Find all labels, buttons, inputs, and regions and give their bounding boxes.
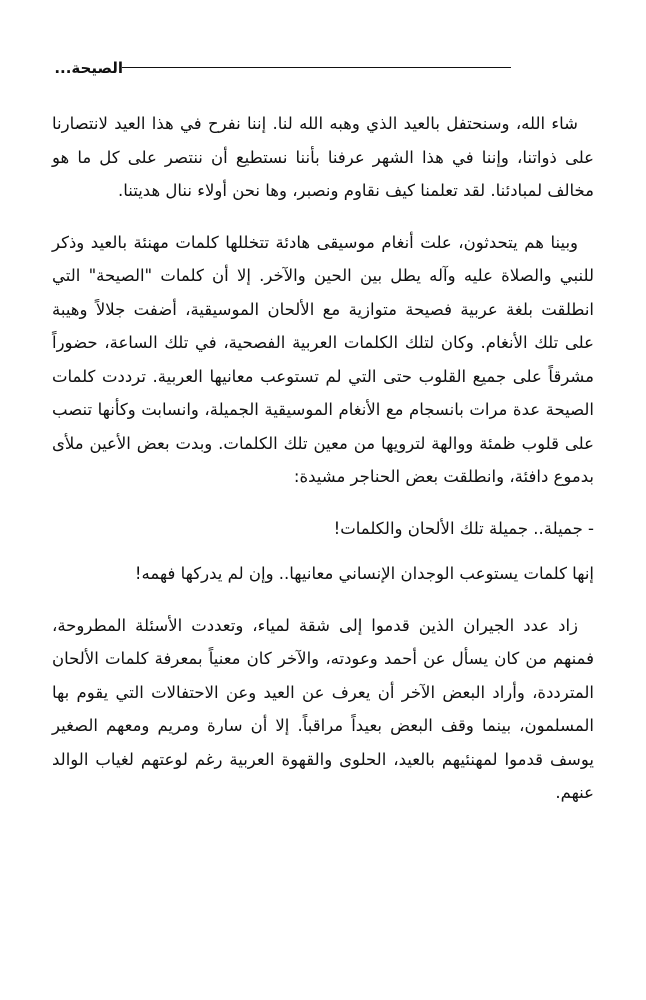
running-header-title: الصيحة...	[54, 59, 123, 77]
header-rule	[122, 67, 511, 68]
page-body	[52, 107, 594, 810]
paragraph-2: وبينا هم يتحدثون، علت أنغام موسيقى هادئة تتخللها كلمات مهنئة بالعيد وذكر للنبي والصلاة عليه وآله يطل بين الحين والآخر. إلا أن كلمات "الصيحة" التي انطلقت بلغة عربية فصيحة متوازية مع الألحان الموسيقية، أضفت جلالاً وهيبة على تلك الأنغام. وكان لتلك الكلمات العربية الفصحية، في تلك الساعة، حضوراً مشرقاً على جميع القلوب حتى التي لم تستوعب معانيها العربية. ترددت كلمات الصيحة عدة مرات بانسجام مع الأنغام الموسيقية الجميلة، وانسابت وكأنها تنصب على قلوب ظمئة ووالهة لترويها من معين تلك الكلمات. وبدت بعض الأعين ملأى بدموع دافئة، وانطلقت بعض الحناجر مشيدة:	[52, 232, 594, 486]
paragraph-1: شاء الله، وسنحتفل بالعيد الذي وهبه الله لنا. إننا نفرح في هذا العيد لانتصارنا على ذواتنا، وإننا في هذا الشهر عرفنا بأننا نستطيع أن ننتصر على كل ما هو مخالف لمبادئنا. لقد تعلمنا كيف نقاوم ونصبر، وها نحن أولاء ننال هديتنا.	[52, 114, 594, 200]
paragraph-gap	[52, 545, 594, 557]
running-header	[0, 56, 646, 86]
paragraph-gap	[52, 208, 594, 226]
paragraph-gap	[52, 591, 594, 609]
dialogue-line: - جميلة.. جميلة تلك الألحان والكلمات!	[333, 518, 594, 538]
paragraph-gap	[52, 494, 594, 512]
paragraph-3: إنها كلمات يستوعب الوجدان الإنساني معانيها.. وإن لم يدركها فهمه!	[134, 564, 594, 583]
paragraph-4: زاد عدد الجيران الذين قدموا إلى شقة لمياء، وتعددت الأسئلة المطروحة، فمنهم من كان يسأل عن أحمد وعودته، والآخر كان معنياً بمعرفة كلمات الألحان المترددة، وأراد البعض الآخر أن يعرف عن العيد وعن الاحتفالات التي يقوم بها المسلمون، بينما وقف البعض بعيداً مراقباً. إلا أن سارة ومريم ومعهم الصغير يوسف قدموا لمهنئيهم بالعيد، الحلوى والقهوة العربية رغم لوعتهم لغياب الوالد عنهم.	[52, 615, 594, 802]
